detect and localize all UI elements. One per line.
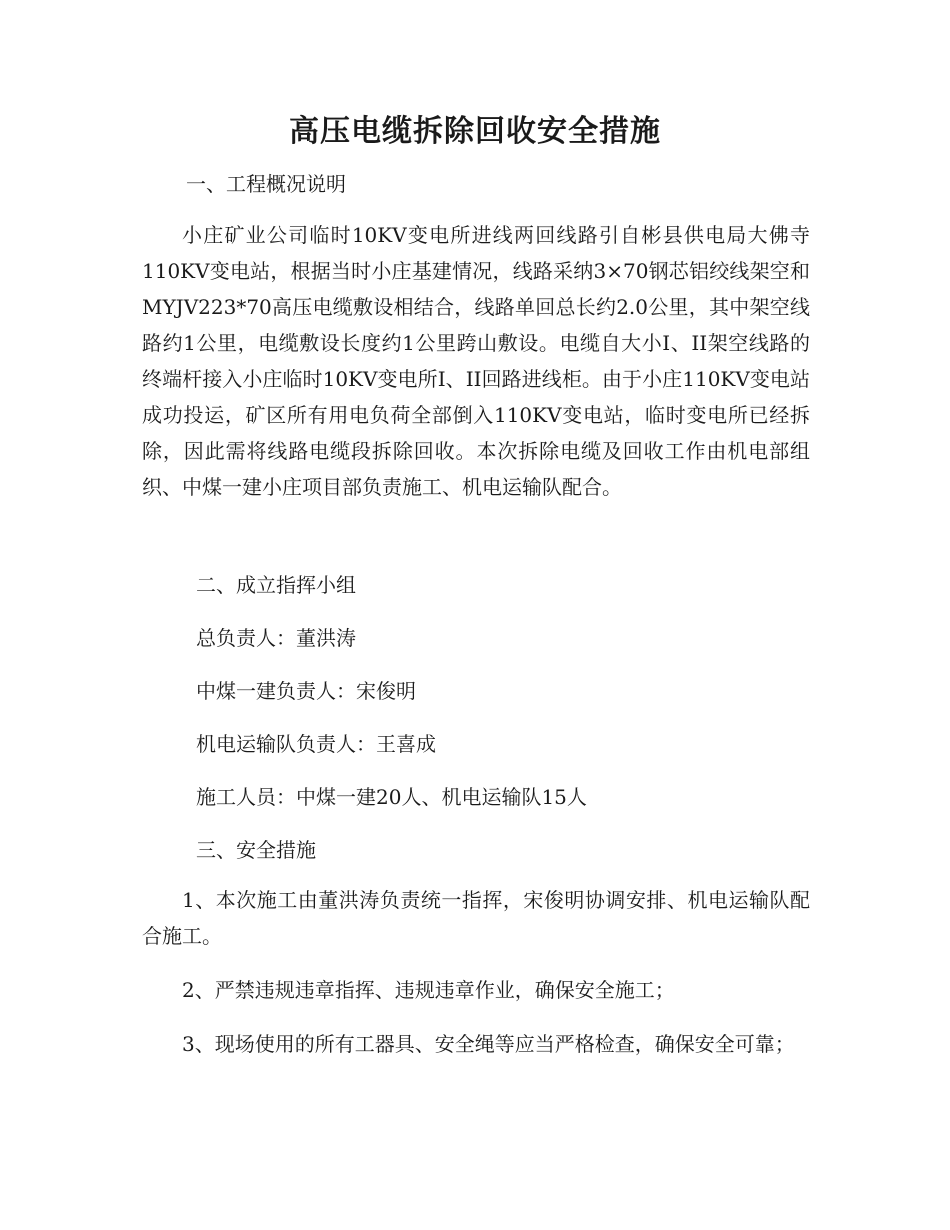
section2-heading: 二、成立指挥小组 — [196, 573, 356, 597]
measure-1-block — [142, 882, 810, 954]
workers-line: 施工人员：中煤一建20人、机电运输队15人 — [196, 785, 587, 809]
document-title: 高压电缆拆除回收安全措施 — [289, 114, 661, 149]
section3-heading: 三、安全措施 — [196, 838, 316, 862]
measure-1: 1、本次施工由董洪涛负责统一指挥，宋俊明协调安排、机电运输队配合施工。 — [142, 888, 810, 948]
measure-3-block — [142, 1026, 810, 1062]
measure-2: 2、严禁违规违章指挥、违规违章作业，确保安全施工； — [182, 978, 675, 1002]
measure-3: 3、现场使用的所有工器具、安全绳等应当严格检查，确保安全可靠； — [182, 1032, 795, 1056]
section1-heading: 一、工程概况说明 — [186, 172, 346, 196]
leader-transport: 机电运输队负责人：王喜成 — [196, 732, 436, 756]
measure-2-block — [142, 972, 810, 1008]
leader-general: 总负责人：董洪涛 — [196, 626, 356, 650]
leader-zhongmei: 中煤一建负责人：宋俊明 — [196, 679, 416, 703]
section1-paragraph: 小庄矿业公司临时10KV变电所进线两回线路引自彬县供电局大佛寺110KV变电站，根据当时小庄基建情况，线路采纳3×70钢芯铝绞线架空和MYJV223*70高压电缆敷设相结合，线路单回总长约2.0公里，其中架空线路约1公里，电缆敷设长度约1公里跨山敷设。电缆自大小I、II架空线路的终端杆接入小庄临时10KV变电所I、II回路进线柜。由于小庄110KV变电站成功投运，矿区所有用电负荷全部倒入110KV变电站，临时变电所已经拆除，因此需将线路电缆段拆除回收。本次拆除电缆及回收工作由机电部组织、中煤一建小庄项目部负责施工、机电运输队配合。 — [142, 223, 810, 499]
section1-paragraph-block — [142, 217, 810, 505]
